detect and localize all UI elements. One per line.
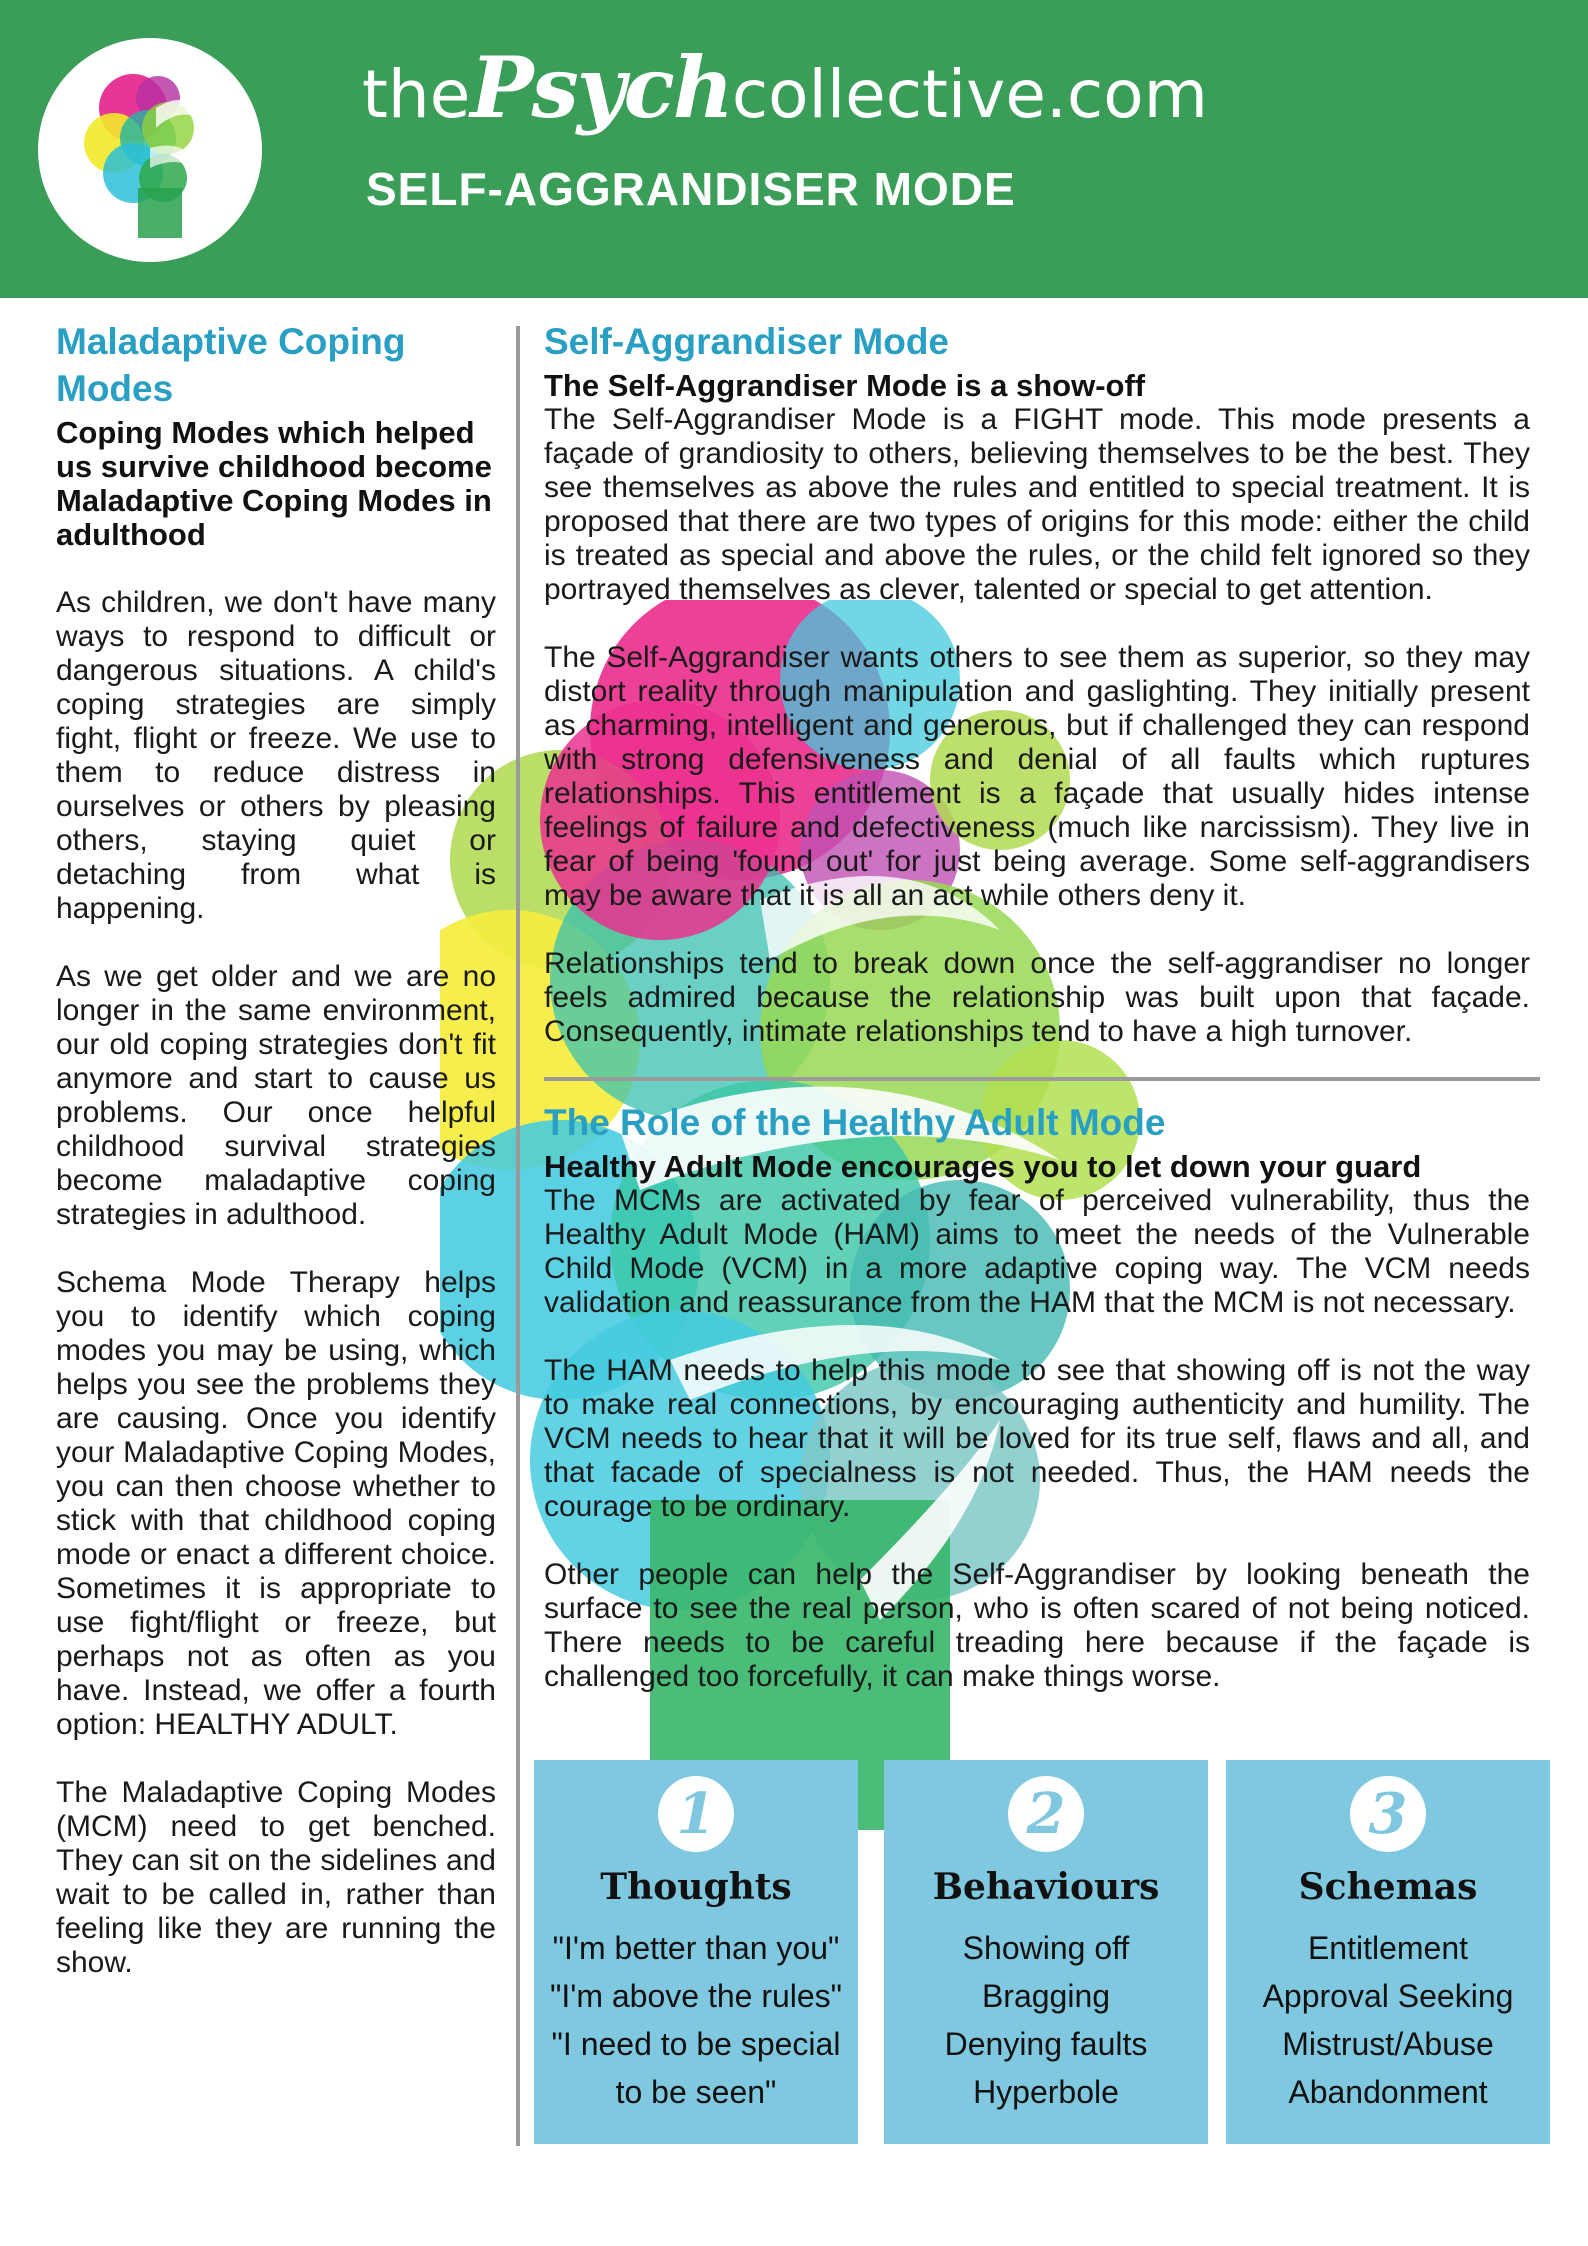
section-heading-healthy-adult: The Role of the Healthy Adult Mode [544, 1102, 1166, 1143]
right-paragraph: Other people can help the Self-Aggrandiser by looking beneath the surface to see the real person, who is often scared of not being noticed. There needs to be careful treading here because if the façade is challenged too forcefully, it can make things worse. [544, 1558, 1530, 1693]
right-column [544, 318, 1530, 1694]
left-paragraph: The Maladaptive Coping Modes (MCM) need to get benched. They can sit on the sidelines and wait to be called in, rather than feeling like they are running the show. [56, 1776, 496, 1979]
card-title: Schemas [1298, 1866, 1478, 1908]
site-suffix: collective.com [731, 56, 1208, 133]
head-silhouette-logo-icon [38, 38, 262, 262]
card-number-badge: 3 [1350, 1776, 1426, 1852]
summary-cards [534, 1760, 1554, 2144]
page-title: SELF-AGGRANDISER MODE [366, 163, 1016, 215]
card-thoughts [534, 1760, 858, 2144]
section-divider [544, 1077, 1540, 1081]
card-list [1226, 1924, 1550, 2116]
card-title: Behaviours [932, 1866, 1160, 1908]
list-item: Abandonment [1288, 2074, 1488, 2110]
list-item: Entitlement [1307, 1930, 1469, 1966]
card-number-badge: 2 [1008, 1776, 1084, 1852]
left-paragraph: Schema Mode Therapy helps you to identify which coping modes you may be using, which helps you see the problems they are causing. Once you identify your Maladaptive Coping Modes, you can then choose whether to stick with that childhood coping mode or enact a different choice. Sometimes it is appropriate to use fight/flight or freeze, but perhaps not as often as you have. Instead, we offer a fourth option: HEALTHY ADULT. [56, 1266, 496, 1741]
card-schemas [1226, 1760, 1550, 2144]
card-title: Thoughts [600, 1866, 792, 1908]
header-banner [0, 0, 1588, 298]
card-number-badge: 1 [658, 1776, 734, 1852]
left-paragraph: As children, we don't have many ways to respond to difficult or dangerous situations. A child's coping strategies are simply fight, flight or freeze. We use to them to reduce distress in ourselves or others by pleasing others, staying quiet or detaching from what is happening. [56, 586, 496, 925]
site-prefix: the [362, 56, 471, 133]
right-paragraph: Relationships tend to break down once the self-aggrandiser no longer feels admired because the relationship was built upon that façade. Consequently, intimate relationships tend to have a high turnover. [544, 947, 1530, 1048]
right-paragraph: The HAM needs to help this mode to see that showing off is not the way to make real connections, by encouraging authenticity and humility. The VCM needs to hear that it will be loved for its true self, flaws and all, and that facade of specialness is not needed. Thus, the HAM needs the courage to be ordinary. [544, 1354, 1530, 1523]
right-paragraph: The Self-Aggrandiser Mode is a FIGHT mode. This mode presents a façade of grandiosity to others, believing themselves to be the best. They see themselves as above the rules and entitled to special treatment. It is proposed that there are two types of origins for this mode: either the child is treated as special and above the rules, or the child felt ignored so they portrayed themselves as clever, talented or special to get attention. [544, 403, 1530, 606]
section-heading-self-aggrandiser: Self-Aggrandiser Mode [544, 321, 949, 362]
list-item: "I'm above the rules" [549, 1978, 843, 2014]
left-heading: Maladaptive Coping Modes [56, 321, 406, 409]
list-item: "I need to be special [551, 2026, 841, 2062]
list-item: Hyperbole [973, 2074, 1119, 2110]
section-subheading-let-down-guard: Healthy Adult Mode encourages you to let down your guard [544, 1149, 1422, 1184]
left-subheading: Coping Modes which helped us survive childhood become Maladaptive Coping Modes in adulthood [56, 415, 492, 552]
site-title[interactable] [362, 38, 1208, 137]
card-list [884, 1924, 1208, 2116]
card-behaviours [884, 1760, 1208, 2144]
left-paragraph: As we get older and we are no longer in the same environment, our old coping strategies don't fit anymore and start to cause us problems. Our once helpful childhood survival strategies become maladaptive coping strategies in adulthood. [56, 960, 496, 1231]
right-paragraph: The MCMs are activated by fear of perceived vulnerability, thus the Healthy Adult Mode (HAM) aims to meet the needs of the Vulnerable Child Mode (VCM) in a more adaptive coping way. The VCM needs validation and reassurance from the HAM that the MCM is not necessary. [544, 1184, 1530, 1319]
list-item: Approval Seeking [1262, 1978, 1514, 2014]
list-item: "I'm better than you" [552, 1930, 840, 1966]
list-item: Denying faults [944, 2026, 1148, 2062]
column-divider [516, 326, 520, 2146]
left-column [56, 318, 496, 1980]
logo[interactable] [38, 38, 262, 262]
site-brand: Psych [470, 38, 732, 137]
list-item: to be seen" [615, 2074, 777, 2110]
list-item: Bragging [981, 1978, 1111, 2014]
card-list [534, 1924, 858, 2116]
list-item: Mistrust/Abuse [1282, 2026, 1494, 2062]
section-subheading-show-off: The Self-Aggrandiser Mode is a show-off [544, 368, 1146, 403]
list-item: Showing off [962, 1930, 1130, 1966]
right-paragraph: The Self-Aggrandiser wants others to see them as superior, so they may distort reality through manipulation and gaslighting. They initially present as charming, intelligent and generous, but if challenged they can respond with strong defensiveness and denial of all faults which ruptures relationships. This entitlement is a façade that usually hides intense feelings of failure and defectiveness (much like narcissism). They live in fear of being 'found out' for just being average. Some self-aggrandisers may be aware that it is all an act while others deny it. [544, 641, 1530, 912]
